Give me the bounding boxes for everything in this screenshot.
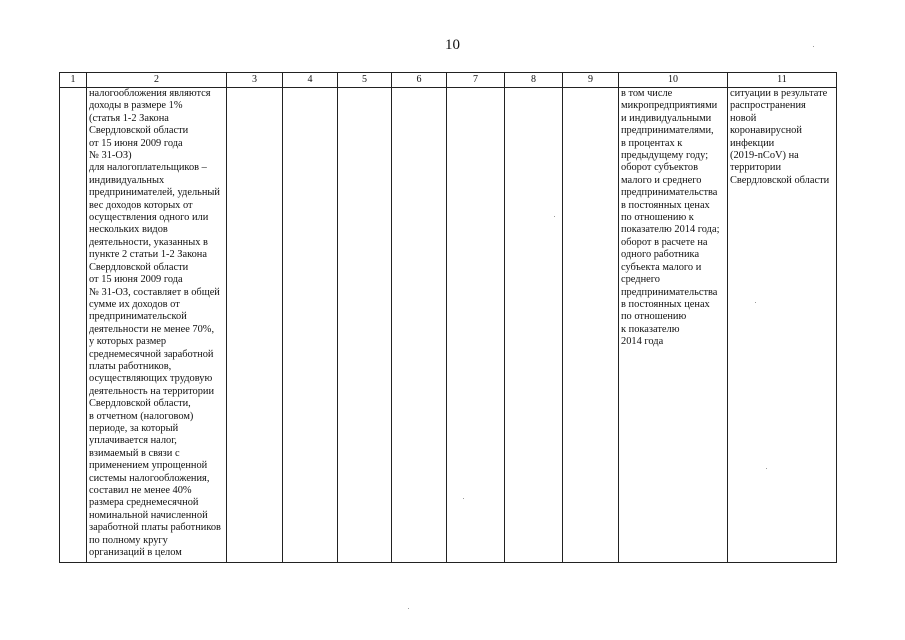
text-line: осуществляющих трудовую bbox=[89, 373, 213, 385]
text-line: сумме их доходов от bbox=[89, 298, 180, 310]
document-table bbox=[59, 72, 837, 563]
scan-speck bbox=[766, 468, 767, 469]
text-line: в том числе bbox=[621, 88, 673, 99]
col10-text bbox=[621, 88, 725, 349]
table-cell-6 bbox=[392, 88, 447, 563]
text-line: одного работника bbox=[621, 249, 700, 261]
text-line: составил не менее 40% bbox=[89, 485, 192, 496]
text-line: номинальной начисленной bbox=[89, 509, 208, 521]
text-line: № 31-ОЗ, составляет в общей bbox=[89, 286, 220, 298]
text-line: среднемесячной заработной bbox=[89, 348, 214, 360]
column-header: 2 bbox=[87, 73, 227, 88]
text-line: в процентах к bbox=[621, 137, 683, 149]
text-line: распространения bbox=[730, 100, 806, 112]
col2-text bbox=[89, 88, 224, 559]
text-line: предпринимательства bbox=[621, 187, 718, 199]
column-header: 8 bbox=[505, 73, 563, 88]
text-line: предпринимательской bbox=[89, 311, 187, 323]
text-line: по отношению bbox=[621, 311, 687, 323]
table-cell-10 bbox=[619, 88, 728, 563]
text-line: предпринимателями, bbox=[621, 125, 714, 137]
text-line: деятельность на территории bbox=[89, 385, 215, 397]
table-header-row bbox=[60, 73, 837, 88]
column-header: 9 bbox=[563, 73, 619, 88]
table-cell-1 bbox=[60, 88, 87, 563]
column-header: 7 bbox=[447, 73, 505, 88]
col11-text bbox=[730, 88, 834, 187]
text-line: системы налогообложения, bbox=[89, 472, 210, 484]
text-line: в отчетном (налоговом) bbox=[89, 410, 194, 422]
table-cell-5 bbox=[338, 88, 392, 563]
text-line: субъекта малого и bbox=[621, 261, 702, 273]
column-header: 6 bbox=[392, 73, 447, 88]
table-cell-9 bbox=[563, 88, 619, 563]
text-line: оборот в расчете на bbox=[621, 236, 708, 248]
text-line: деятельности, указанных в bbox=[89, 236, 208, 248]
text-line: уплачивается налог, bbox=[89, 435, 177, 447]
text-line: предыдущему году; bbox=[621, 150, 709, 162]
table-row bbox=[60, 88, 837, 563]
text-line: от 15 июня 2009 года bbox=[89, 274, 183, 286]
column-header: 11 bbox=[728, 73, 837, 88]
text-line: у которых размер bbox=[89, 336, 167, 348]
table-cell-8 bbox=[505, 88, 563, 563]
table-cell-3 bbox=[227, 88, 283, 563]
text-line: и индивидуальными bbox=[621, 112, 712, 124]
text-line: (статья 1-2 Закона bbox=[89, 112, 169, 124]
table-cell-2 bbox=[87, 88, 227, 563]
text-line: территории bbox=[730, 162, 782, 174]
text-line: (2019-nCoV) на bbox=[730, 150, 799, 162]
text-line: в постоянных ценах bbox=[621, 199, 710, 211]
text-line: по полному кругу bbox=[89, 534, 168, 546]
scan-speck bbox=[755, 302, 756, 303]
column-header: 1 bbox=[60, 73, 87, 88]
text-line: индивидуальных bbox=[89, 174, 165, 186]
text-line: оборот субъектов bbox=[621, 162, 699, 174]
text-line: деятельности не менее 70%, bbox=[89, 323, 215, 335]
text-line: от 15 июня 2009 года bbox=[89, 137, 183, 149]
column-header: 3 bbox=[227, 73, 283, 88]
text-line: новой bbox=[730, 112, 757, 124]
text-line: размера среднемесячной bbox=[89, 497, 199, 509]
table-cell-7 bbox=[447, 88, 505, 563]
table-cell-11 bbox=[728, 88, 837, 563]
text-line: микропредприятиями bbox=[621, 100, 718, 112]
table-cell-4 bbox=[283, 88, 338, 563]
text-line: Свердловской области bbox=[89, 261, 189, 273]
text-line: заработной платы работников bbox=[89, 522, 221, 534]
text-line: Свердловской области, bbox=[89, 398, 191, 410]
text-line: вес доходов которых от bbox=[89, 199, 193, 211]
text-line: показателю 2014 года; bbox=[621, 224, 720, 236]
text-line: коронавирусной bbox=[730, 125, 802, 137]
text-line: № 31-ОЗ) bbox=[89, 150, 132, 162]
scan-speck bbox=[408, 608, 409, 609]
text-line: организаций в целом bbox=[89, 547, 182, 559]
column-header: 4 bbox=[283, 73, 338, 88]
text-line: среднего bbox=[621, 274, 660, 286]
text-line: для налогоплательщиков – bbox=[89, 162, 207, 174]
text-line: малого и среднего bbox=[621, 174, 702, 186]
column-header: 5 bbox=[338, 73, 392, 88]
text-line: предпринимателей, удельный bbox=[89, 187, 220, 199]
text-line: взимаемый в связи с bbox=[89, 447, 180, 459]
text-line: платы работников, bbox=[89, 360, 172, 372]
text-line: инфекции bbox=[730, 137, 775, 149]
text-line: ситуации в результате bbox=[730, 88, 828, 99]
page-number: 10 bbox=[445, 37, 460, 53]
text-line: осуществления одного или bbox=[89, 212, 209, 224]
text-line: по отношению к bbox=[621, 212, 694, 224]
text-line: налогообложения являются bbox=[89, 88, 211, 99]
text-line: нескольких видов bbox=[89, 224, 168, 236]
column-header: 10 bbox=[619, 73, 728, 88]
text-line: применением упрощенной bbox=[89, 460, 208, 472]
scan-speck bbox=[463, 498, 464, 499]
scan-speck bbox=[554, 216, 555, 217]
text-line: предпринимательства bbox=[621, 286, 718, 298]
text-line: к показателю bbox=[621, 323, 680, 335]
text-line: периоде, за который bbox=[89, 422, 179, 434]
text-line: 2014 года bbox=[621, 336, 664, 348]
text-line: пункте 2 статьи 1-2 Закона bbox=[89, 249, 207, 261]
text-line: в постоянных ценах bbox=[621, 298, 710, 310]
scan-speck bbox=[813, 46, 814, 47]
text-line: Свердловской области bbox=[89, 125, 189, 137]
text-line: Свердловской области bbox=[730, 174, 830, 186]
text-line: доходы в размере 1% bbox=[89, 100, 183, 112]
